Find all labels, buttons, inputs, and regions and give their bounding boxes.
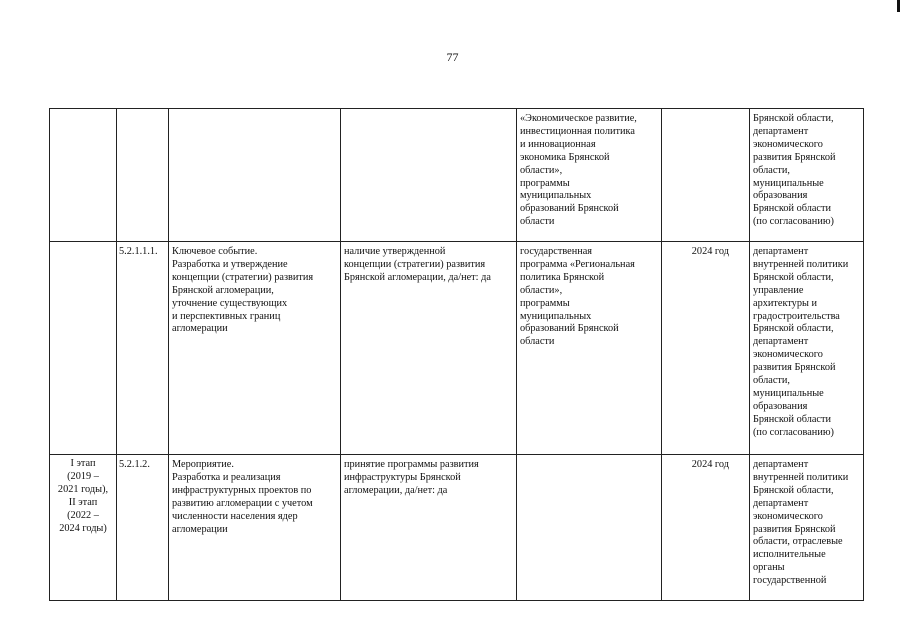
cell-line: Брянской агломерации, да/нет: да	[344, 271, 491, 283]
cell-line: Брянской агломерации,	[172, 284, 274, 296]
cell-line: Разработка и утверждение	[172, 258, 288, 270]
cell-line: инвестиционная политика	[520, 125, 635, 137]
cell-line: органы	[753, 562, 785, 574]
responsible-cell	[750, 242, 864, 455]
cell-line: Брянской области	[753, 203, 832, 215]
event-cell	[169, 242, 341, 455]
cell-line: I этап	[70, 458, 96, 469]
cell-line: развитию агломерации с учетом	[172, 497, 313, 509]
program-cell	[517, 455, 662, 601]
cell-line: муниципальных	[520, 310, 592, 322]
cell-line: «Экономическое развитие,	[520, 113, 637, 124]
cell-line: экономика Брянской	[520, 151, 610, 163]
cell-line: области,	[753, 375, 790, 387]
cell-line: и перспективных границ	[172, 310, 281, 322]
cell-line: департамент	[753, 246, 809, 257]
cell-line: программы	[520, 297, 570, 309]
cell-line: департамент	[753, 336, 809, 348]
cell-line: политика Брянской	[520, 271, 605, 283]
responsible-cell	[750, 455, 864, 601]
cell-line: области, отраслевые	[753, 536, 843, 548]
cell-line: образований Брянской	[520, 203, 619, 215]
cell-line: экономического	[753, 138, 823, 150]
cell-line: департамент	[753, 497, 809, 509]
code-cell	[117, 109, 169, 242]
table-row	[50, 242, 864, 455]
cell-line: развития Брянской	[753, 523, 836, 535]
event-cell	[169, 455, 341, 601]
cell-line: области»,	[520, 164, 563, 176]
page-number: 77	[446, 50, 459, 64]
cell-line: управление	[753, 284, 804, 296]
cell-line: исполнительные	[753, 549, 826, 561]
code-cell: 5.2.1.1.1.	[117, 242, 169, 455]
cell-line: государственная	[520, 246, 593, 257]
plan-table	[49, 108, 864, 601]
cell-line: экономического	[753, 349, 823, 361]
cell-line: области,	[753, 164, 790, 176]
cell-line: Брянской области,	[753, 271, 834, 283]
cell-line: Брянской области,	[753, 323, 834, 335]
cell-line: Разработка и реализация	[172, 471, 281, 483]
event-cell	[169, 109, 341, 242]
program-cell	[517, 109, 662, 242]
year-cell: 2024 год	[662, 242, 750, 455]
cell-line: развития Брянской	[753, 151, 836, 163]
cell-line: государственной	[753, 575, 827, 587]
cell-line: внутренней политики	[753, 471, 849, 483]
stage-cell	[50, 242, 117, 455]
cell-line: развития Брянской	[753, 362, 836, 374]
cell-line: департамент	[753, 459, 809, 470]
cell-line: образования	[753, 400, 808, 412]
cell-line: 2021 годы),	[57, 483, 109, 495]
cell-line: уточнение существующих	[172, 297, 288, 309]
cell-line: принятие программы развития	[344, 459, 479, 470]
indicator-cell	[341, 109, 517, 242]
program-cell	[517, 242, 662, 455]
cell-line: Брянской области	[753, 413, 832, 425]
cell-line: области»,	[520, 284, 563, 296]
cell-line: концепции (стратегии) развития	[172, 271, 314, 283]
cell-line: наличие утвержденной	[344, 246, 446, 257]
cell-line: Мероприятие.	[172, 459, 234, 470]
cell-line: муниципальные	[753, 177, 824, 189]
stage-cell	[50, 109, 117, 242]
year-cell	[662, 109, 750, 242]
cell-line: области	[520, 216, 555, 228]
cell-line: экономического	[753, 510, 823, 522]
cell-line: концепции (стратегии) развития	[344, 258, 486, 270]
cell-line: департамент	[753, 125, 809, 137]
edge-mark	[897, 0, 900, 12]
cell-line: (по согласованию)	[753, 426, 834, 438]
cell-line: программа «Региональная	[520, 258, 635, 270]
cell-line: инфраструктуры Брянской	[344, 471, 461, 483]
cell-line: и инновационная	[520, 138, 596, 150]
cell-line: программы	[520, 177, 570, 189]
cell-line: 2024 годы)	[59, 522, 107, 534]
cell-line: образования	[753, 190, 808, 202]
cell-line: агломерации, да/нет: да	[344, 484, 448, 496]
indicator-cell	[341, 242, 517, 455]
cell-line: Брянской области,	[753, 113, 834, 124]
cell-line: II этап	[68, 496, 98, 508]
cell-line: агломерации	[172, 323, 228, 335]
cell-line: (2022 –	[67, 509, 99, 521]
cell-line: Брянской области,	[753, 484, 834, 496]
cell-line: муниципальных	[520, 190, 592, 202]
cell-line: образований Брянской	[520, 323, 619, 335]
cell-line: (2019 –	[67, 470, 99, 482]
year-cell: 2024 год	[662, 455, 750, 601]
code-cell: 5.2.1.2.	[117, 455, 169, 601]
cell-line: градостроительства	[753, 310, 840, 322]
table-row	[50, 109, 864, 242]
cell-line: Ключевое событие.	[172, 246, 258, 257]
cell-line: внутренней политики	[753, 258, 849, 270]
indicator-cell	[341, 455, 517, 601]
cell-line: архитектуры и	[753, 297, 817, 309]
cell-line: муниципальные	[753, 387, 824, 399]
cell-line: (по согласованию)	[753, 216, 834, 228]
cell-line: области	[520, 336, 555, 348]
responsible-cell	[750, 109, 864, 242]
cell-line: инфраструктурных проектов по	[172, 484, 312, 496]
cell-line: агломерации	[172, 523, 228, 535]
stage-cell	[50, 455, 117, 601]
cell-line: численности населения ядер	[172, 510, 298, 522]
table-row	[50, 455, 864, 601]
